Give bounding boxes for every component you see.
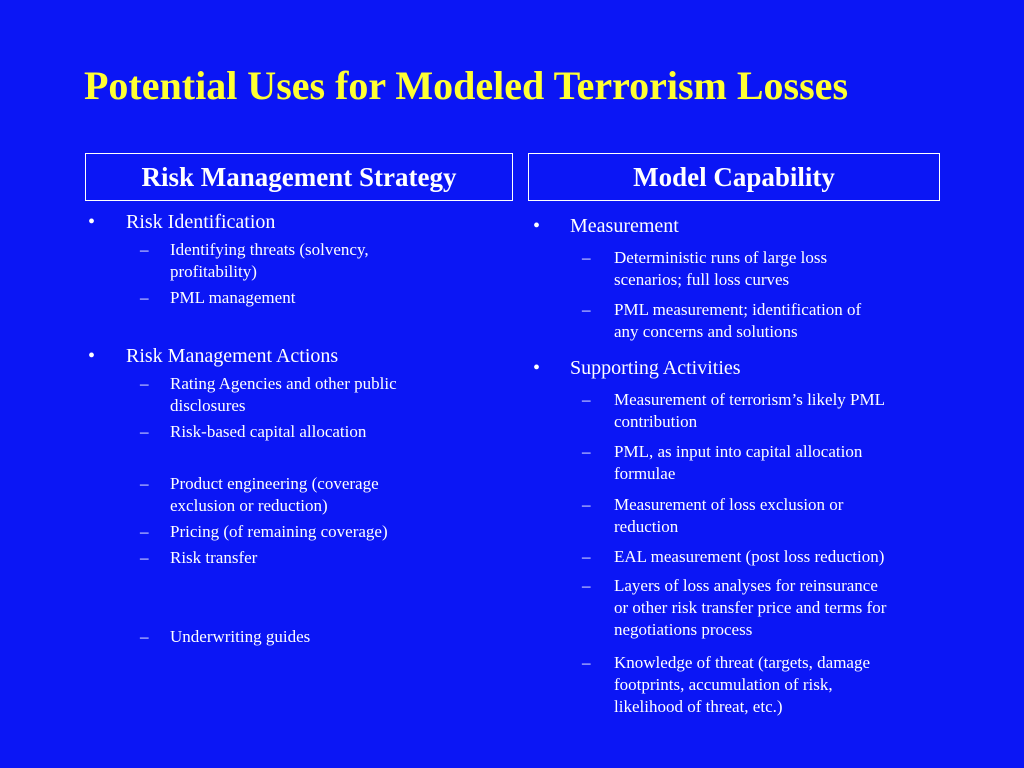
dash-marker: – [140, 548, 149, 567]
dash-marker: – [140, 374, 149, 393]
dash-marker: – [140, 522, 149, 541]
item-text [170, 547, 257, 569]
item-text [614, 299, 861, 343]
item-text-line: Pricing (of remaining coverage) [170, 522, 388, 541]
item-text [170, 626, 310, 648]
item-text-line: or other risk transfer price and terms for [614, 598, 887, 617]
item-text-line: any concerns and solutions [614, 322, 798, 341]
item-text-line: Risk-based capital allocation [170, 422, 367, 441]
bullet-marker: • [88, 211, 96, 233]
item-text [614, 441, 862, 485]
item-text-line: Knowledge of threat (targets, damage [614, 653, 871, 672]
item-text [170, 521, 388, 543]
bullet-marker: • [533, 357, 541, 379]
bullet-marker: • [533, 215, 541, 237]
item-text-line: Identifying threats (solvency, [170, 240, 369, 259]
item-text [614, 546, 884, 568]
item-text [614, 247, 827, 291]
dash-marker: – [582, 547, 591, 566]
item-text-line: PML, as input into capital allocation [614, 442, 863, 461]
dash-marker: – [582, 442, 591, 461]
dash-marker: – [140, 422, 149, 441]
item-text-line: formulae [614, 464, 676, 483]
item-text-line: footprints, accumulation of risk, [614, 675, 833, 694]
header-model-capability: Model Capability [528, 153, 940, 201]
item-text-line: EAL measurement (post loss reduction) [614, 547, 885, 566]
item-text [126, 344, 338, 368]
item-text-line: disclosures [170, 396, 246, 415]
item-text [170, 287, 295, 309]
item-text-line: Deterministic runs of large loss [614, 248, 828, 267]
item-text [170, 421, 366, 443]
item-text [170, 473, 379, 517]
item-text-line: exclusion or reduction) [170, 496, 328, 515]
item-text-line: Layers of loss analyses for reinsurance [614, 576, 878, 595]
item-text [126, 210, 275, 234]
dash-marker: – [582, 495, 591, 514]
item-text [570, 356, 741, 380]
item-text-line: Measurement of loss exclusion or [614, 495, 844, 514]
item-text [170, 239, 369, 283]
dash-marker: – [582, 300, 591, 319]
item-text [614, 652, 870, 718]
bullet-marker: • [88, 345, 96, 367]
dash-marker: – [140, 288, 149, 307]
item-text [570, 214, 679, 238]
dash-marker: – [582, 576, 591, 595]
item-text-line: Supporting Activities [570, 357, 741, 379]
dash-marker: – [140, 627, 149, 646]
item-text [614, 494, 843, 538]
item-text-line: Measurement of terrorism’s likely PML [614, 390, 886, 409]
item-text-line: reduction [614, 517, 679, 536]
header-risk-management-strategy: Risk Management Strategy [85, 153, 513, 201]
item-text-line: scenarios; full loss curves [614, 270, 790, 289]
item-text-line: negotiations process [614, 620, 753, 639]
item-text-line: Measurement [570, 215, 679, 237]
item-text-line: Product engineering (coverage [170, 474, 379, 493]
item-text-line: likelihood of threat, etc.) [614, 697, 783, 716]
item-text [614, 575, 886, 641]
dash-marker: – [140, 240, 149, 259]
item-text-line: PML measurement; identification of [614, 300, 862, 319]
item-text [614, 389, 885, 433]
item-text-line: profitability) [170, 262, 257, 281]
item-text [170, 373, 397, 417]
dash-marker: – [582, 653, 591, 672]
item-text-line: PML management [170, 288, 296, 307]
dash-marker: – [582, 248, 591, 267]
item-text-line: contribution [614, 412, 698, 431]
item-text-line: Underwriting guides [170, 627, 311, 646]
item-text-line: Risk transfer [170, 548, 258, 567]
dash-marker: – [140, 474, 149, 493]
item-text-line: Rating Agencies and other public [170, 374, 397, 393]
item-text-line: Risk Management Actions [126, 345, 339, 367]
item-text-line: Risk Identification [126, 211, 276, 233]
dash-marker: – [582, 390, 591, 409]
slide-title: Potential Uses for Modeled Terrorism Losses [84, 63, 849, 108]
